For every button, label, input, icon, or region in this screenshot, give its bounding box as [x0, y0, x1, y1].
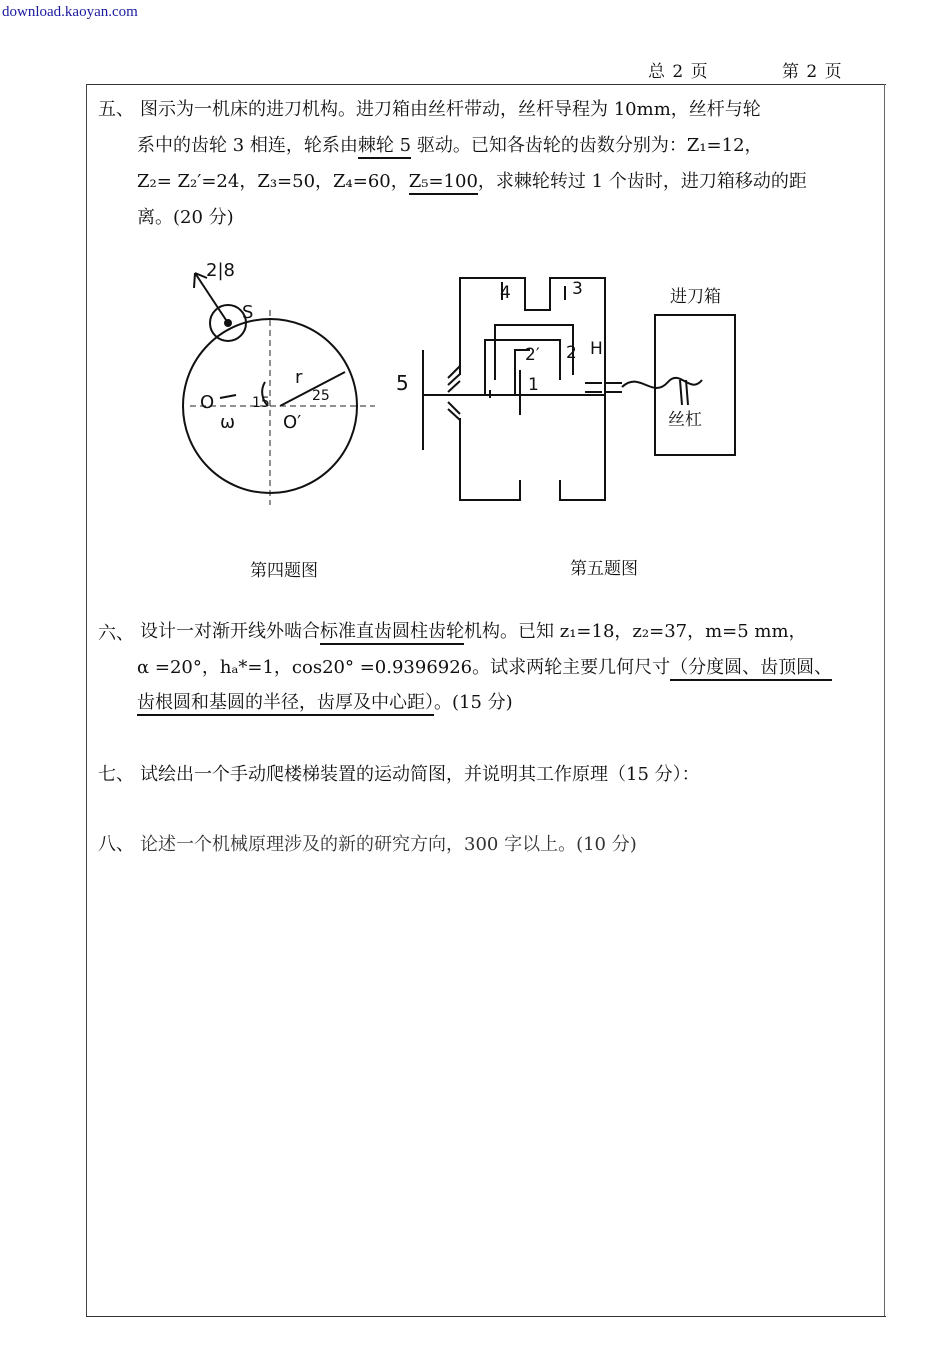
fig4-label-angle: 15: [252, 395, 270, 411]
fig5-caption: 第五题图: [570, 559, 638, 579]
fig5-label-h: H: [590, 339, 603, 359]
q5-line-1: 图示为一机床的进刀机构。进刀箱由丝杆带动，丝杆导程为 10mm，丝杆与轮: [140, 99, 761, 120]
frame-right-border: [884, 84, 885, 1316]
fig4-label-omega: ω: [220, 412, 236, 433]
q5-line-3c: ，求棘轮转过 1 个齿时，进刀箱移动的距: [477, 171, 807, 192]
q7-text: 试绘出一个手动爬楼梯装置的运动简图，并说明其工作原理（15 分）：: [140, 764, 700, 785]
q6-line-1a: 设计一对渐开线外啮合: [140, 621, 320, 642]
figure-4-diagram: [180, 250, 390, 520]
q7-number: 七、: [98, 764, 134, 785]
q8-text: 论述一个机械原理涉及的新的研究方向，300 字以上。(10 分): [140, 834, 637, 855]
fig5-label-1: 1: [528, 375, 539, 395]
fig5-label-screw: 丝杠: [668, 410, 702, 430]
fig5-label-4: 4: [500, 283, 511, 303]
fig5-label-2: 2: [566, 343, 577, 363]
fig4-label-s: S: [242, 302, 254, 323]
q6-line-2a: α =20°，hₐ*=1，cos20° =0.9396926。试求两轮主要几何尺寸: [137, 657, 671, 678]
fig5-label-5: 5: [396, 371, 409, 395]
q6-line-3b: 。(15 分): [434, 692, 513, 713]
q6-line-2: [137, 653, 832, 679]
q5-line-3: [137, 167, 807, 193]
fig4-label-o-prime: O′: [283, 412, 302, 433]
fig4-label-scale: 2|8: [206, 260, 235, 281]
fig4-caption: 第四题图: [250, 561, 318, 581]
q8-number: 八、: [98, 834, 134, 855]
frame-bottom-border: [86, 1316, 886, 1317]
q5-line-3a: Z₂= Z₂′=24，Z₃=50，Z₄=60，: [137, 171, 409, 192]
fig5-label-3: 3: [572, 279, 583, 299]
page-number: 第 2 页: [782, 62, 843, 82]
frame-left-border: [86, 84, 87, 1316]
q5-line-2c: 驱动。已知各齿轮的齿数分别为：Z₁=12，: [411, 135, 763, 156]
q6-line-1c: 机构。已知 z₁=18，z₂=37，m=5 mm，: [464, 621, 807, 642]
q5-line-2a: 系中的齿轮 3 相连，轮系由: [137, 135, 358, 156]
q6-number: 六、: [98, 623, 134, 644]
watermark-link[interactable]: download.kaoyan.com: [2, 4, 138, 20]
q6-line-3: [137, 688, 513, 714]
fig4-label-r-value: 25: [312, 388, 330, 404]
q5-number: 五、: [98, 99, 134, 120]
total-pages: 总 2 页: [648, 62, 709, 82]
figure-5-diagram: [390, 270, 750, 510]
q5-z5-underlined: Z₅=100: [409, 171, 478, 195]
q6-radii-underlined: 齿根圆和基圆的半径，齿厚及中心距）: [137, 692, 434, 716]
q6-circles-underlined: （分度圆、齿顶圆、: [670, 657, 832, 681]
q6-standard-gear-underlined: 标准直齿圆柱齿轮: [320, 621, 464, 645]
fig4-label-o: O: [200, 392, 215, 413]
fig5-label-2-prime: 2′: [525, 345, 540, 365]
q5-line-2: [137, 131, 763, 157]
q5-ratchet-underlined: 棘轮 5: [358, 135, 411, 159]
fig4-label-r: r: [295, 367, 303, 388]
frame-top-border: [86, 84, 886, 85]
q5-line-4: 离。(20 分): [137, 207, 234, 228]
q6-line-1: [140, 617, 807, 643]
fig5-label-feed-box: 进刀箱: [670, 287, 721, 307]
